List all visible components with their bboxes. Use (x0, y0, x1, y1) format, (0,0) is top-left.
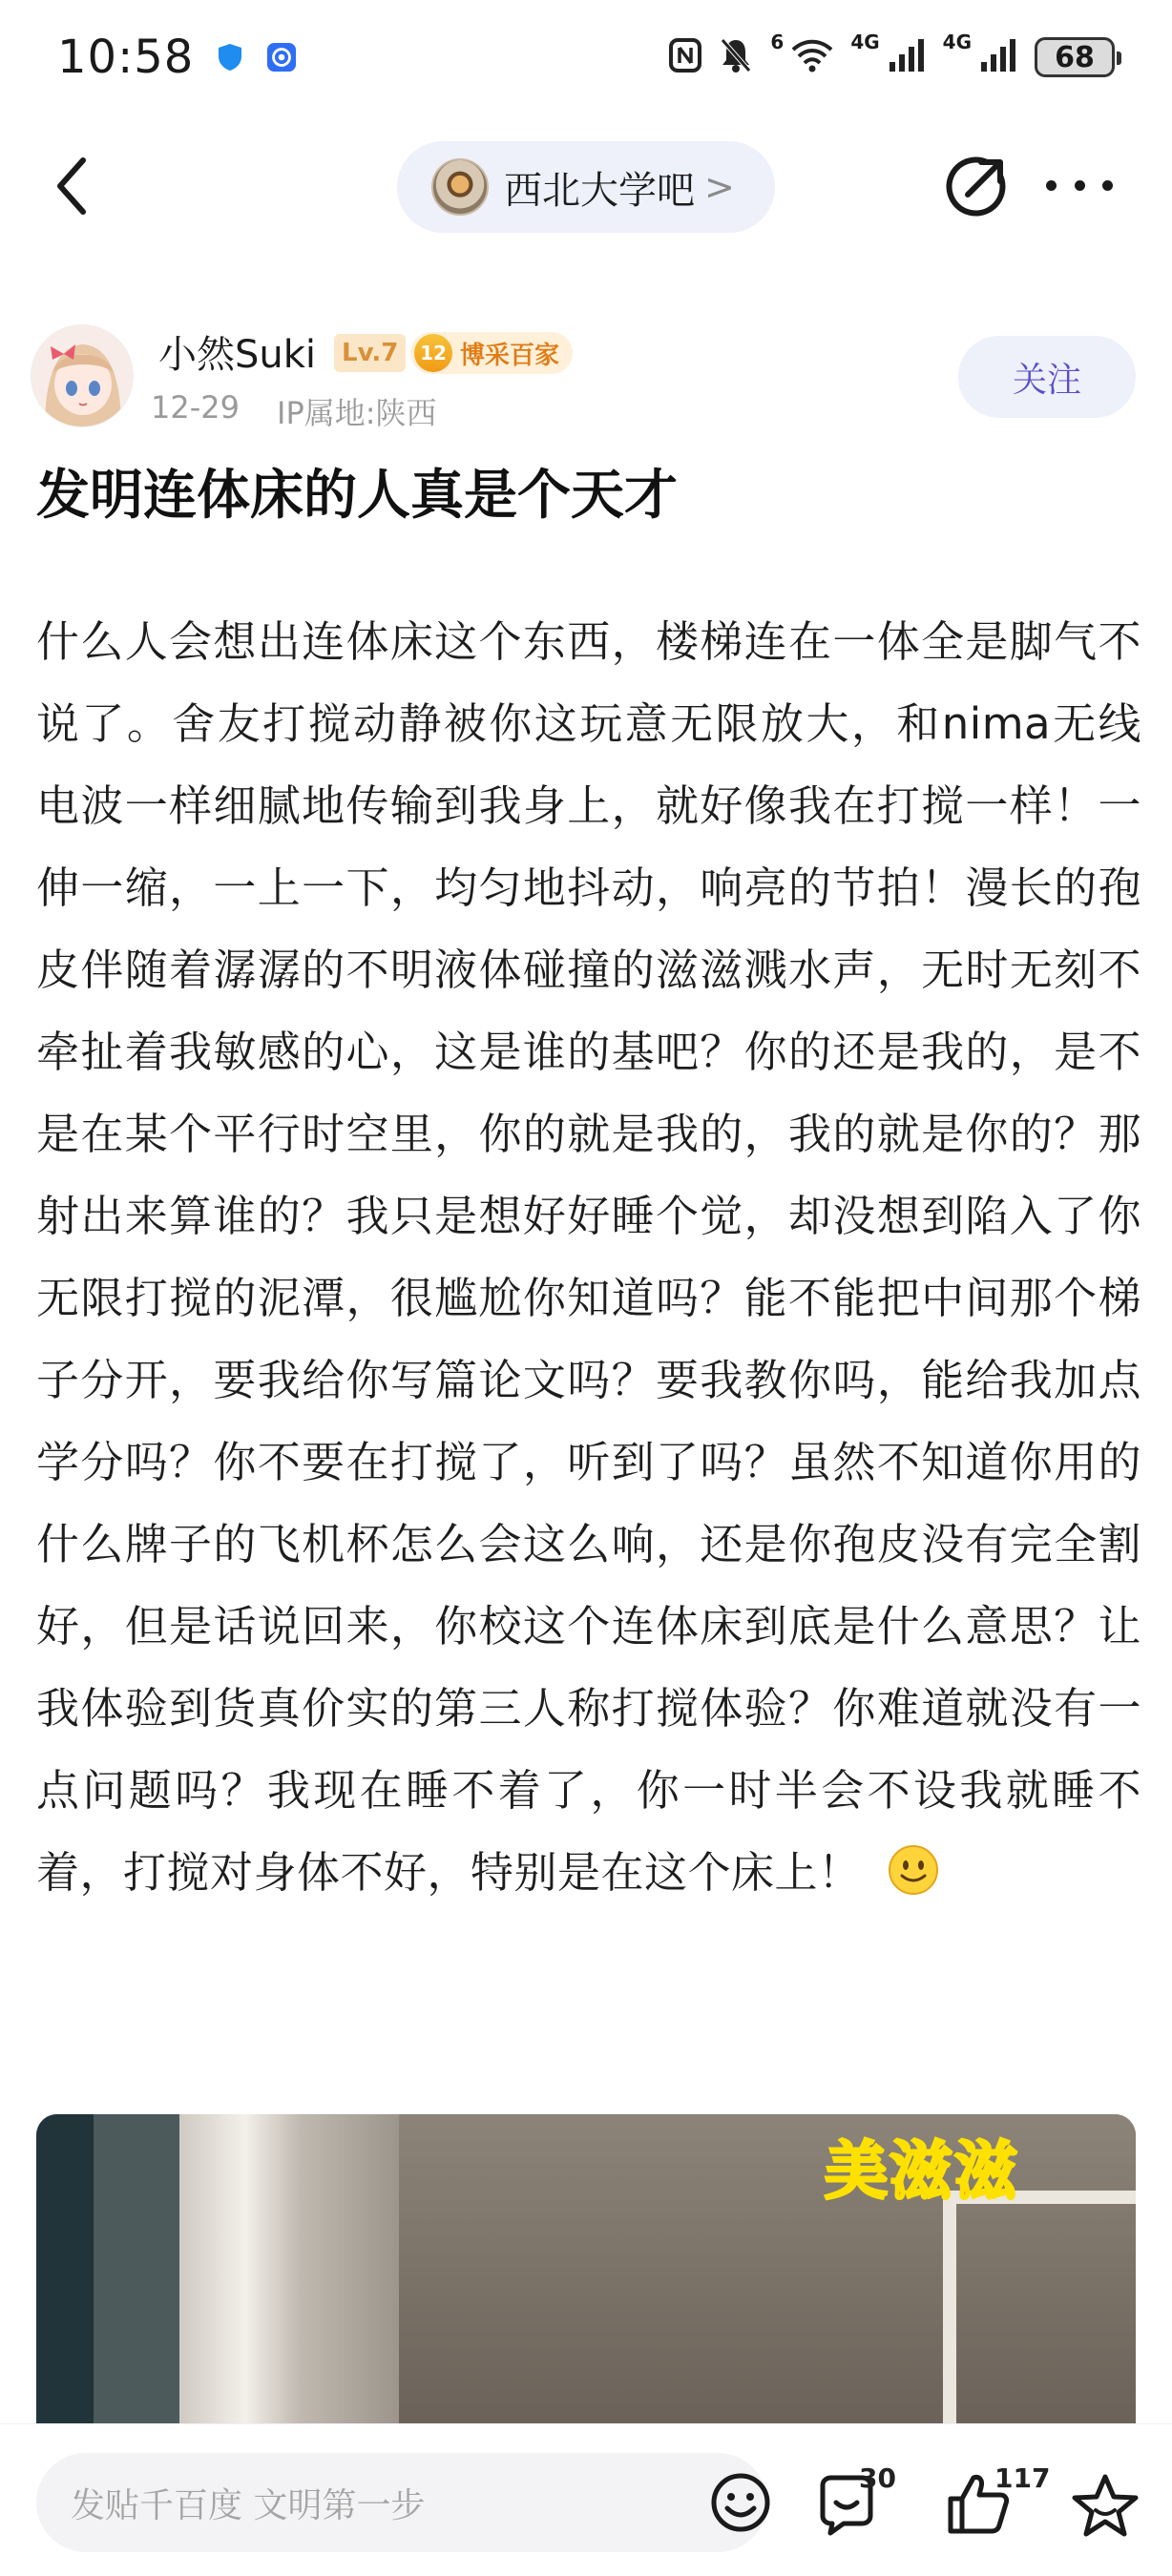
more-dot (1075, 180, 1085, 191)
more-button[interactable] (1046, 166, 1113, 204)
image-scene-beam (943, 2191, 1136, 2429)
forum-entry-button[interactable] (397, 141, 775, 233)
share-button[interactable] (943, 155, 1008, 219)
forum-name: 西北大学吧 (504, 168, 695, 213)
more-dot (1046, 180, 1057, 191)
like-count: 117 (994, 2462, 1051, 2494)
network-label-2: 4G (942, 31, 972, 53)
mute-bell-icon (719, 36, 753, 78)
share-icon (943, 155, 1008, 219)
forum-avatar (431, 158, 489, 216)
ip-location: IP属地:陕西 (277, 395, 437, 431)
status-time: 10:58 (57, 31, 195, 84)
post-image[interactable] (36, 2114, 1136, 2429)
image-caption: 美滋滋 (825, 2133, 1019, 2208)
post-body (36, 601, 1141, 1914)
more-dot (1102, 180, 1113, 191)
bottom-action-bar (0, 2423, 1172, 2576)
title-badge-text: 博采百家 (460, 341, 560, 370)
status-icons (669, 31, 1115, 78)
battery-icon: 68 (1035, 37, 1115, 77)
network-label-1: 4G (850, 31, 880, 53)
post-body-text: 什么人会想出连体床这个东西，楼梯连在一体全是脚气不说了。舍友打搅动静被你这玩意无限放大，和nima无线电波一样细腻地传输到我身上，就好像我在打搅一样！一伸一缩，一上一下，均匀地抖动，响亮的节拍！漫长的孢皮伴随着潺潺的不明液体碰撞的滋滋溅水声，无时无刻不牵扯着我敏感的心，这是谁的基吧？你的还是我的，是不是在某个平行时空里，你的就是我的，我的就是你的？那射出来算谁的？我只是想好好睡个觉，却没想到陷入了你无限打搅的泥潭，很尴尬你知道吗？能不能把中间那个梯子分开，要我给你写篇论文吗？要我教你吗，能给我加点学分吗？你不要在打搅了，听到了吗？虽然不知道你用的什么牌子的飞机杯怎么会这么响，还是你孢皮没有完全割好，但是话说回来，你校这个连体床到底是什么意思？让我体验到货真价实的第三人称打搅体验？你难道就没有一点问题吗？我现在睡不着了，你一时半会不设我就睡不着，打搅对身体不好，特别是在这个床上！ (36, 616, 1141, 1898)
title-level-icon: 12 (414, 334, 452, 372)
level-badge: Lv.7 (334, 334, 406, 372)
status-bar (0, 0, 1172, 114)
chevron-right-icon: > (704, 166, 735, 208)
image-scene-door (179, 2114, 399, 2429)
comment-input[interactable] (36, 2453, 767, 2552)
vpn-shield-icon (215, 42, 245, 73)
signal-icon (888, 37, 926, 77)
app-notification-icon (266, 42, 297, 73)
emoji-button[interactable] (708, 2470, 773, 2535)
post-title: 发明连体床的人真是个天才 (36, 465, 678, 527)
nfc-icon (669, 36, 701, 78)
follow-button[interactable]: 关注 (958, 336, 1136, 418)
signal-icon-2 (979, 37, 1017, 77)
wifi-icon (791, 38, 833, 76)
back-button[interactable] (38, 153, 105, 219)
back-icon (52, 156, 91, 216)
favorite-button[interactable] (1071, 2472, 1140, 2539)
author-row (31, 321, 1141, 435)
wifi-generation-label: 6 (770, 31, 785, 53)
post-date: 12-29 (151, 389, 240, 426)
title-badge (410, 332, 573, 374)
reply-count: 30 (859, 2462, 896, 2494)
emoji-icon (708, 2470, 773, 2535)
nav-bar (0, 124, 1172, 248)
comment-input-placeholder: 发贴千百度 文明第一步 (71, 2485, 426, 2525)
smile-emoji-icon (887, 1841, 940, 1895)
author-name[interactable]: 小然Suki (158, 333, 317, 377)
avatar[interactable] (31, 324, 134, 427)
favorite-icon (1071, 2472, 1140, 2539)
image-scene-frame (36, 2114, 179, 2429)
